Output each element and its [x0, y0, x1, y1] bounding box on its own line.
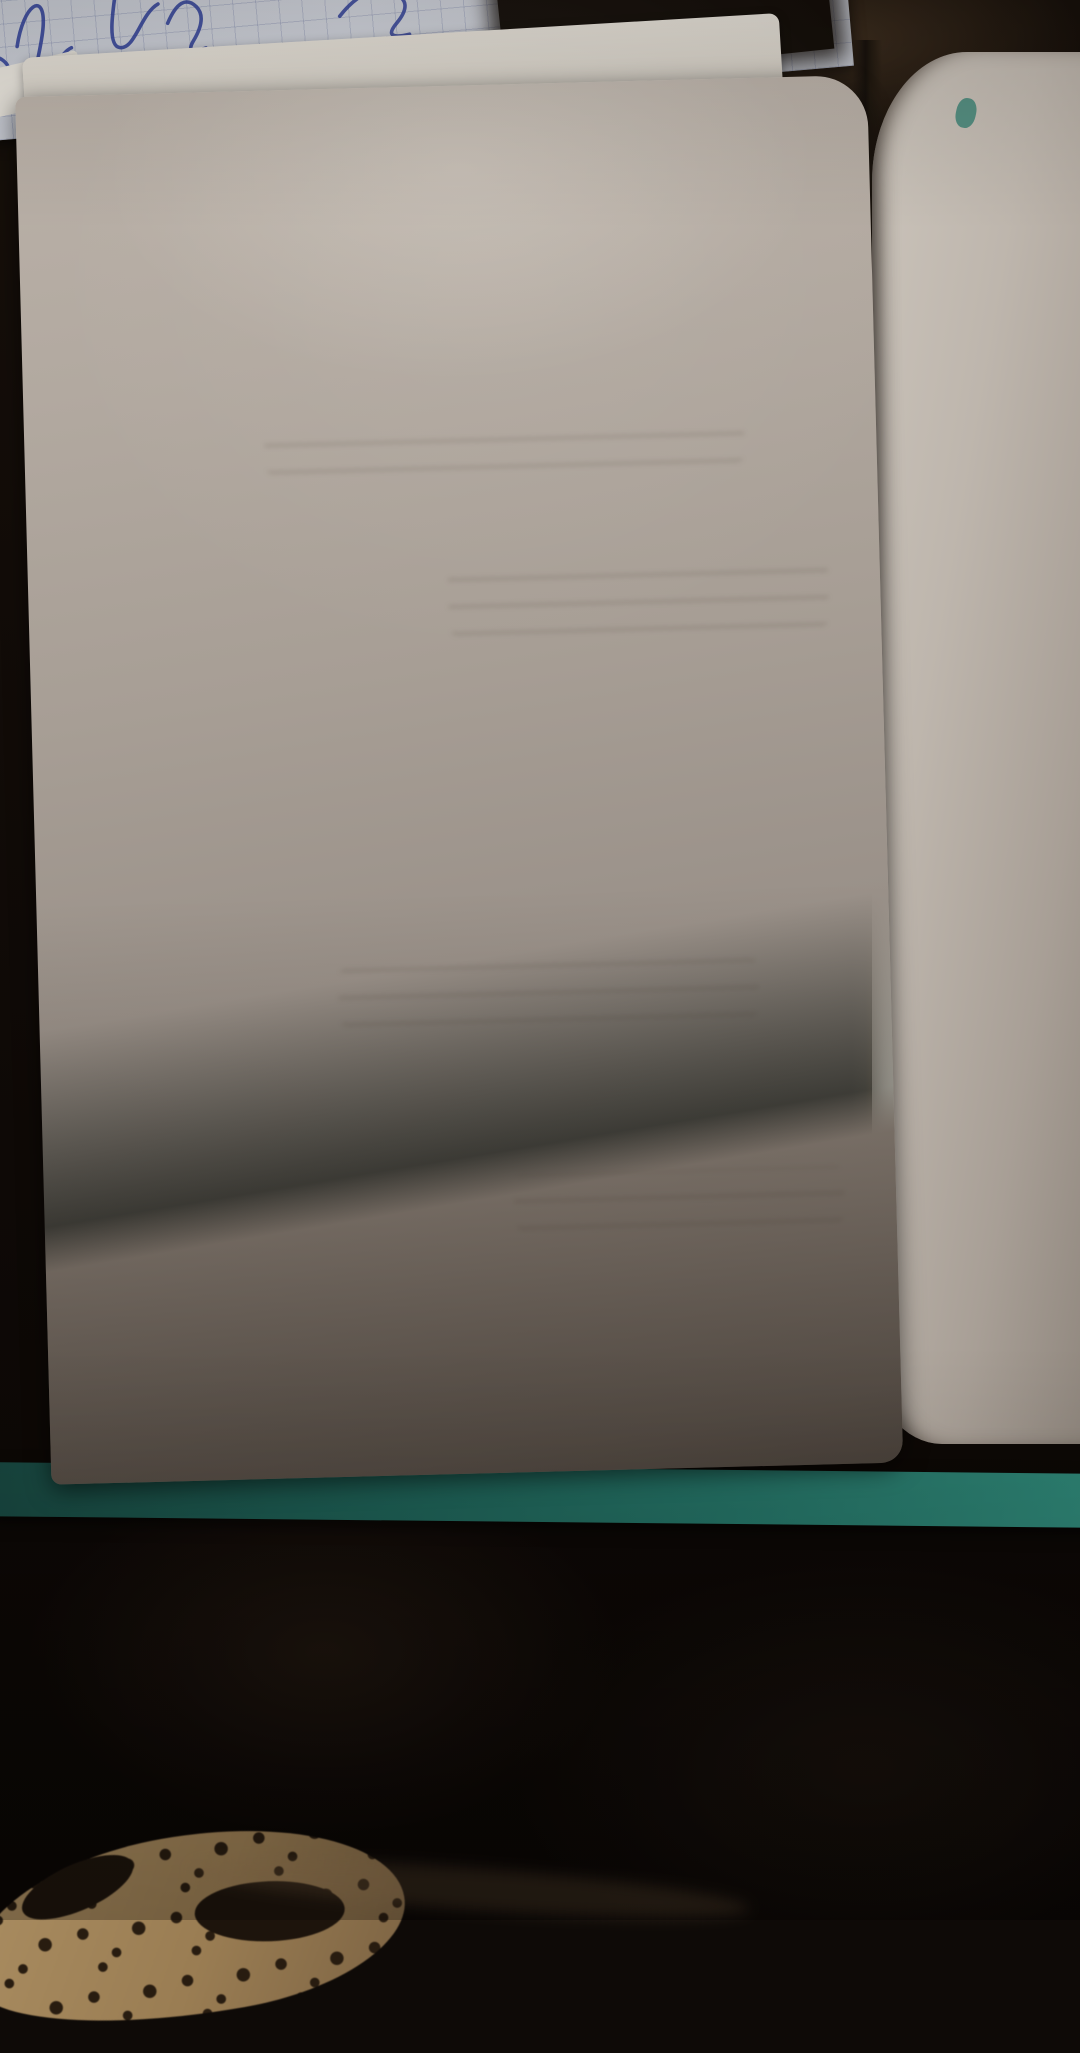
show-through-smudge [338, 958, 759, 1027]
book-right-page [872, 52, 1080, 1444]
exercises-220-221 [97, 522, 861, 613]
show-through-smudge [264, 408, 745, 475]
book-left-page [15, 75, 903, 1485]
page-number [99, 588, 861, 613]
exercise-items-11-16 [105, 92, 865, 150]
show-through-smudge [514, 1166, 845, 1231]
section-gap [97, 526, 860, 593]
